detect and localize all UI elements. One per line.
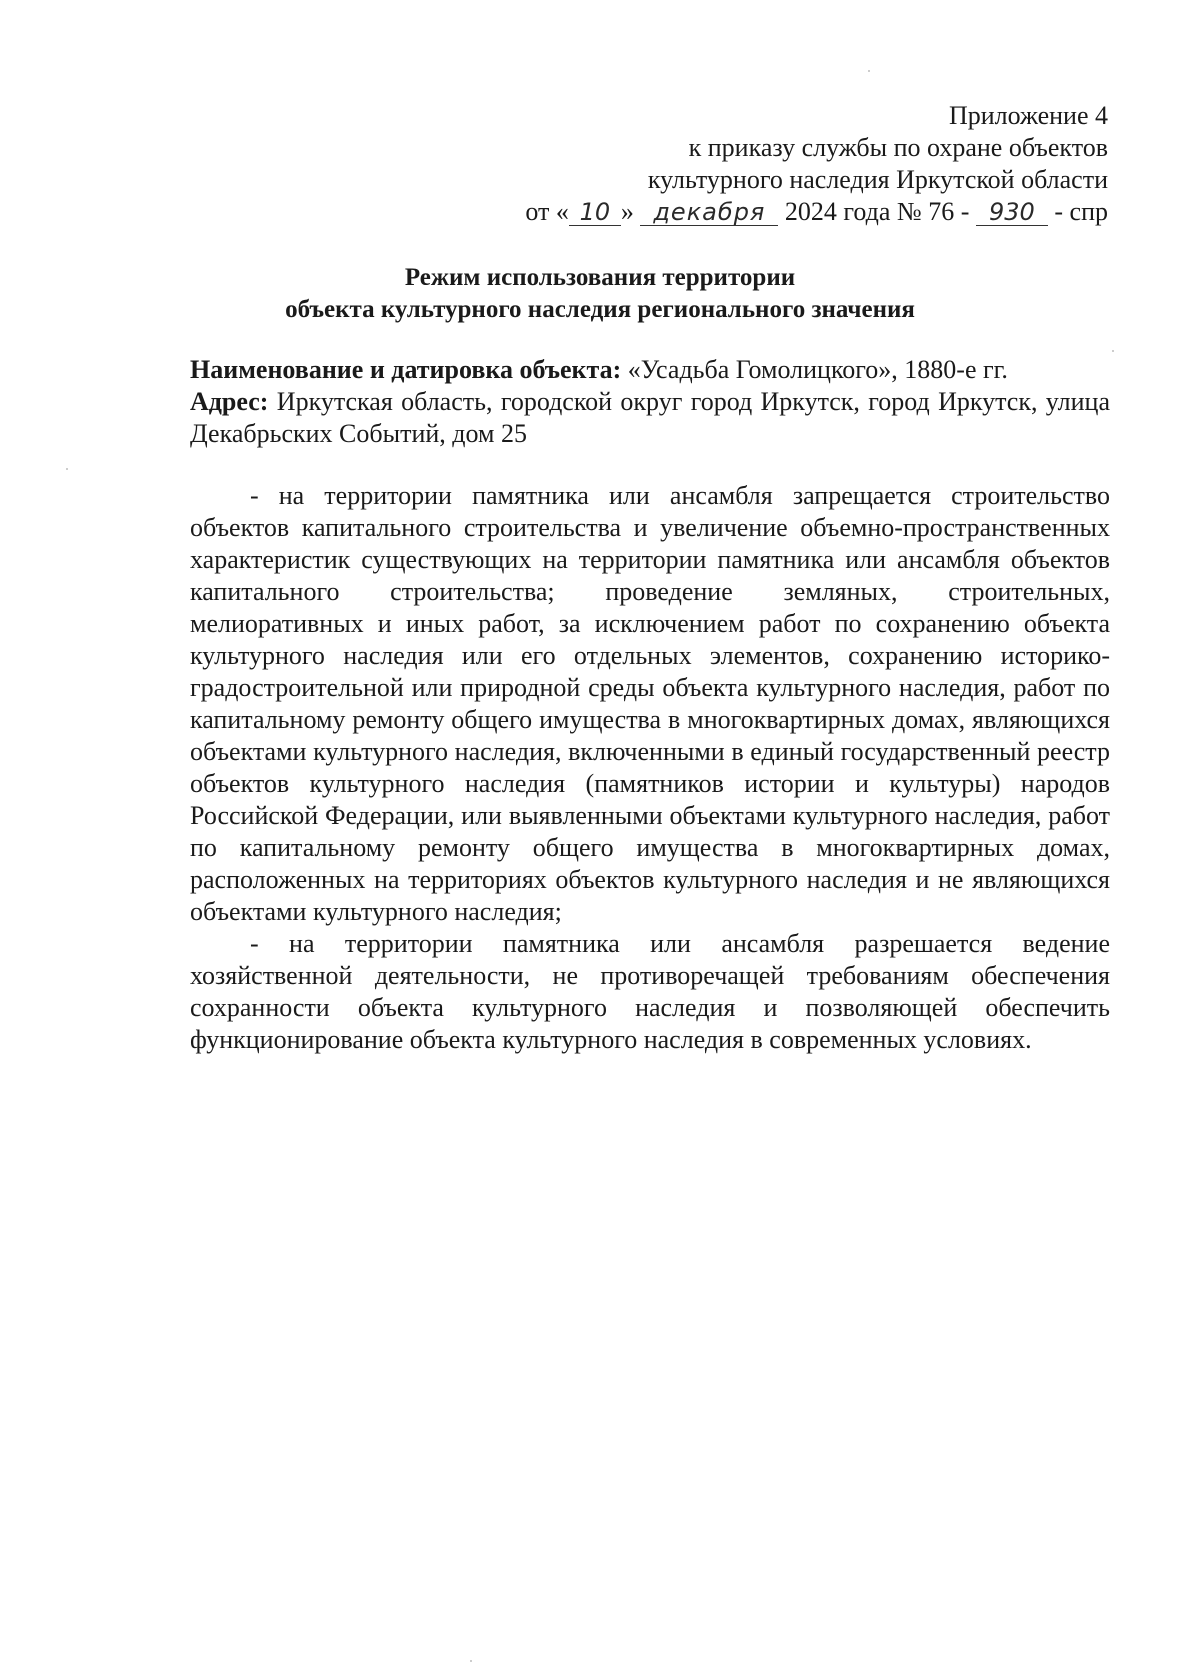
handwritten-day: 10: [569, 199, 621, 226]
date-quote-close: »: [620, 197, 634, 226]
object-name-value: «Усадьба Гомолицкого», 1880-е гг.: [627, 355, 1008, 384]
year-and-number-prefix: 2024 года № 76 -: [784, 197, 970, 226]
scan-speck: [66, 468, 68, 470]
object-name-row: [190, 354, 1110, 386]
title-line-1: Режим использования территории: [404, 264, 796, 291]
document-title: [0, 262, 1200, 326]
date-prefix: от «: [525, 197, 569, 226]
object-address-value: Иркутская область, городской округ город Иркутск, город Иркутск, улица Декабрьских Событий, дом 25: [190, 387, 1111, 448]
order-suffix: - спр: [1054, 197, 1108, 226]
scan-speck: [1112, 350, 1114, 352]
annex-date-line: [525, 196, 1108, 228]
object-name-label: Наименование и датировка объекта:: [190, 355, 622, 384]
title-line-2: объекта культурного наследия регионального значения: [285, 296, 915, 323]
regime-rules: [190, 480, 1110, 1056]
scan-speck: [868, 70, 870, 72]
rule-permission: - на территории памятника или ансамбля разрешается ведение хозяйственной деятельности, не противоречащей требованиям обеспечения сохранности объекта культурного наследия и позволяющей обеспечить функционирование объекта культурного наследия в современных условиях.: [190, 929, 1110, 1054]
handwritten-month: декабря: [640, 199, 778, 226]
rule-prohibition: - на территории памятника или ансамбля запрещается строительство объектов капитального строительства и увеличение объемно-пространственных характеристик существующих на территории памятника или ансамбля объектов капитального строительства; проведение земляных, строительных, мелиоративных и иных работ, за исключением работ по сохранению объекта культурного наследия или его отдельных элементов, сохранению историко-градостроительной или природной среды объекта культурного наследия, работ по капитальному ремонту общего имущества в многоквартирных домах, являющихся объектами культурного наследия, включенными в единый государственный реестр объектов культурного наследия (памятников истории и культуры) народов Российской Федерации, или выявленными объектами культурного наследия, работ по капитальному ремонту общего имущества в многоквартирных домах, расположенных на территориях объектов культурного наследия и не являющихся объектами культурного наследия;: [190, 481, 1110, 926]
annex-reference: [525, 100, 1108, 228]
annex-order-line: к приказу службы по охране объектов: [688, 133, 1108, 162]
object-info: [190, 354, 1110, 450]
object-address-row: [190, 386, 1110, 450]
scan-speck: [470, 1660, 472, 1662]
handwritten-order-number: 930: [976, 199, 1048, 226]
object-address-label: Адрес:: [190, 387, 269, 416]
annex-title: Приложение 4: [948, 101, 1108, 130]
annex-authority-line: культурного наследия Иркутской области: [647, 165, 1108, 194]
